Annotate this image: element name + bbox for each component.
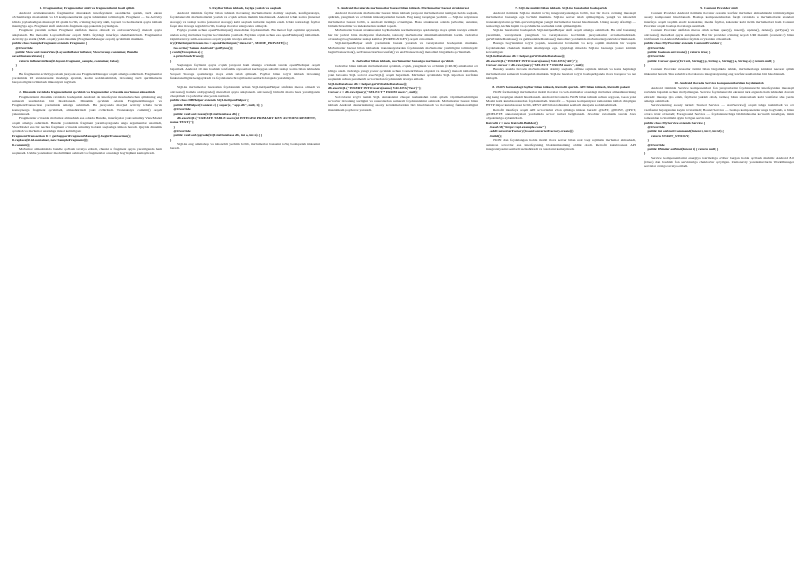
section-heading: 8. JSON formatdagi fayllar bilan ishlash, Retrofit qurish. API bilan ishlash, Retrofit paketi <box>492 85 630 90</box>
paragraph: Service komponentlarini energiya iste'moliga e'tibor bergan holda qo'llash muhim: Android 8.0 (Oreo) dan boshlab fon servislariga cheklovlar qo'yilgan. Zamonaviy yondashuvlarda WorkManager servislar o'rniga tavsiya etiladi. <box>644 155 794 169</box>
paragraph: Content Provider Android tizimida ilovalar orasida xavfsiz ma'lumot almashinishi ta'minlaydigan asosiy komponent hisoblanadi. Boshqa komponentlardan farqli ravishda u ma'lumotlarni standart interfeys orqali taqdim etadi: kontaktlar, media fayllar, kalendar kabi tizim ma'lumotlari ham Content Provider orqali boshqa ilovalarga uzatiladi. <box>644 10 794 28</box>
section-heading: 7. SQLite muhiti bilan ishlash. SQLite bazalarini boshqarish <box>515 6 607 10</box>
code-block: public class MyProvider extends ContentProvider { @Override public boolean onCreate() { return true; } @Override public Cursor query(Uri uri, String[] p, String s, String[] a, String o) { return null; } } <box>644 41 775 68</box>
paragraph: SQLite eng ommabop va ishonchli yechim bo'lib, ma'lumotlar bazasini to'liq boshqarish imkonini beradi. <box>170 141 320 151</box>
text-column-5 <box>644 6 794 559</box>
paragraph: SQLiteOpenHelper sinfi yordamida bazani yaratish va versiyalarini boshqarish mumkin. Ma'lumotlar bazasi bilan ishlashda tranzaksiyalardan foydalanish ma'lumotlar yaxlitligini ta'minlaydi: beginTransaction(), setTransactionSuccessful() va endTransaction() metodlari birgalikda qo'llaniladi. <box>328 41 478 55</box>
paragraph: JSON dan foydalangan holda mobil ilova server bilan real vaqt rejimida ma'lumot almashadi, asinxron so'rovlar esa interfeysning bloklanmasining oldini oladi. Retrofit kutubxonasi API integratsiyasini sezilarli tezlashtiradi va xatolarni kamaytiradi. <box>486 138 636 151</box>
paragraph: Android tizimida SQLite muhiti to'liq integratsiyalashgan bo'lib, har bir ilova o'zining mustaqil ma'lumotlar bazasiga ega bo'lishi mumkin. SQLite server talab qilmaydigan, yengil va ishonchli tranzaktsiyalarni qo'llab-quvvatlaydigan yengil ma'lumotlar bazasi hisoblanadi. Uning asosiy afzalligi — tezkorligi, kichik hajmi va qo'shimcha sozlashni talab qilmasligidir. <box>486 10 636 28</box>
text-column-3 <box>328 6 478 559</box>
text-column-4 <box>486 6 636 559</box>
code-block: SQLiteDatabase db = helper.getWritableDatabase(); db.execSQL("INSERT INTO users(name) VALUES('Ali')"); Cursor cursor = db.rawQuery("SELECT * FROM users", null); <box>486 54 584 68</box>
paragraph: SQLite bazalarini boshqarish SQLiteOpenHelper sinfi orqali amalga oshiriladi. Bu sinf bazaning yaratilishi, versiyalarni yangilash va versiyalararo ko'chirish jarayonlarini avtomatlashtiradi. getWritableDatabase() va getReadableDatabase() metodlari yordamida ma'lumotlarga kirish ta'minlanadi. <box>486 28 636 41</box>
code-block: public class MyService extends Service { @Override public int onStartCommand(Intent i, int f, int id) { return START_STICKY; } @Override public IBinder onBind(Intent i) { return null; } } <box>644 120 724 156</box>
code-block: SQLiteDatabase db = helper.getWritableDatabase(); db.execSQL("INSERT INTO users(name) VALUES('Test')"); Cursor c = db.rawQuery("SELECT * FROM users", null); <box>328 81 422 95</box>
section-heading: 6. Jadvallar bilan ishlash, ma'lumotlar bazasiga ma'lumot qo'shish <box>352 59 454 64</box>
section-heading: 3. Fayllar bilan ishlash, faylga yozish va saqlash <box>208 6 282 10</box>
paragraph: SQLite ma'lumotlar bazasidan foydalanish uchun SQLiteOpenHelper sinfidan meros olinadi va onCreate() hamda onUpgrade() metodlari qayta aniqlanadi. onCreate() birinchi marta baza yaratilganda chaqiriladi va jadvallar shu yerda tuziladi. <box>170 85 320 99</box>
paragraph: Bazaga bog'lanishni to'g'ri yopish, resurslarni bo'shatish va ko'p oqimli muhitda bir vaqtda foydalanishni cheklash muhim ahamiyatga ega. Quyidagi misolda SQLite bazasiga yozuv kiritish ko'rsatilgan: <box>486 41 636 55</box>
text-column-2 <box>170 6 320 559</box>
paragraph: Faylga yozish uchun openFileOutput() metodidan foydalaniladi. Bu metod fayl oqimini qaytaradi, undan so'ng ma'lumot baytlar ko'rinishida yoziladi. Fayldan o'qish uchun esa openFileInput() ishlatiladi. Oqimlarni try-with-resources orqali yopish tavsiya etiladi. <box>170 28 320 41</box>
paragraph: Android tizimida fayllar bilan ishlash ilovaning ma'lumotlarni doimiy saqlash, konfiguratsiya, foydalanuvchi ma'lumotlarini yozish va o'qish uchun muhim hisoblanadi. Android ichki xotira (internal storage) va tashqi xotira (external storage) kabi saqlash turlarini taqdim etadi. Ichki xotiradagi fayllar faqat shu ilovaga tegishli bo'lib, boshqa ilovalar ularga kira olmaydi. <box>170 10 320 28</box>
paragraph: Bu fragmentni activityga ulash jarayoni esa FragmentManager orqali amalga oshiriladi. Fragmentlar yordamida UI strukturasini modulga ajratish, kodni soddalashtirish, ilovaning turli qurilmalarda barqarorligini ta'minlash imkoniyati tug'iladi. <box>12 71 162 85</box>
paragraph: Android tizimida Service komponentlari fon jarayonlarini foydalanuvchi interfeysidan mustaqil ravishda bajarish uchun mo'ljallangan. Service foydalanuvchi ekranni tark etganda ham ishlashni davom ettiradi: musiqa ijro etish, fayllarni yuklab olish, tarmoq bilan sinxronlash kabi vazifalar shu yerda amalga oshiriladi. <box>644 86 794 104</box>
paragraph: Content Provider sinfidan meros olish uchun query(), insert(), update(), delete(), getType() va onCreate() metodlari qayta aniqlanadi. Har bir provider o'zining noyob URI manzili (content://) bilan ta'riflanadi va AndroidManifest faylida ro'yxatdan o'tkaziladi. <box>644 28 794 41</box>
code-block: FragmentTransaction ft = getSupportFragmentManager().beginTransaction(); ft.replace(R.id.container, new SampleFragment()); ft.commit(); <box>12 133 131 147</box>
paragraph: Android ilovalarda ma'lumotlar bazasi bilan ishlash jarayoni ma'lumotlarni tuzilgan holda saqlash, qidirish, yangilash va o'chirish imkoniyatlarini beradi. Eng keng tarqalgan yechim — SQLite relyatsion ma'lumotlar bazasi bo'lib, u Android tizimiga o'rnatilgan. Baza strukturasi odatda jadvallar, ustunlar, birlamchi kalitlar va indekslardan tashkil topadi. <box>328 10 478 28</box>
paragraph: So'rovlarni to'g'ri tuzish SQL sintaksisini chuqur tushunishni talab qiladi. Optimallashtirilgan so'rovlar ilovaning tezligini va resurslardan samarali foydalanishini oshiradi. Ma'lumotlar bazasi bilan ishlash Android dasturlashning asosiy ko'nikmalaridan biri hisoblanadi va ilovaning funksionalligini mustahkam poydevor yaratadi. <box>328 94 478 112</box>
section-heading: 5. Android ilovalarda ma'lumotlar bazasi bilan ishlash. Ma'lumotlar bazasi strukturasi <box>337 6 469 10</box>
paragraph: Bunday usulda ilovada ma'lumotlarni doimiy saqlash, offline rejimda ishlash va katta hajmdagi ma'lumotlarni samarali boshqarish mumkin. SQLite bazalari to'g'ri boshqarilganda ilova barqaror va tez ishlaydi. <box>486 67 636 81</box>
paragraph: Jadvallar bilan ishlash ma'lumotlarni qo'shish, o'qish, yangilash va o'chirish (CRUD) amallarini o'z ichiga oladi. Jadvalga yangi yozuv qo'shish uchun ContentValues obyekti va insert() metodi ishlatiladi, yoki bevosita SQL so'rovi execSQL() orqali bajariladi. Ma'lumot qo'shishda SQL injection xavfidan saqlanish uchun parametrli so'rovlardan foydalanish tavsiya etiladi. <box>328 64 478 82</box>
text-column-1 <box>12 6 162 559</box>
paragraph: Ma'lumotlar bazasi strukturasini loyihalashda normalizatsiya qoidalariga rioya qilish tavsiya etiladi: har bir jadval bitta mohiyatni ifodalashi, takroriy ma'lumotlar minimallashtirilishi lozim. Jadvallar o'rtasidagi bog'lanishlar tashqi kalitlar (FOREIGN KEY) orqali o'rnatiladi. <box>328 28 478 41</box>
paragraph: Saqlangan fayllarni qayta o'qish jarayoni ham shunga o'xshash tarzda openFileInput orqali bajariladi. Android 10 dan boshlab xavfsizlik siyosatlari kuchaygan sababli tashqi xotira bilan ishlashda Scoped Storage qoidalariga rioya etish talab qilinadi. Fayllar bilan to'g'ri ishlash ilovaning funksionalligini kengaytiradi va foydalanuvchi tajribasini sezilarli darajada yaxshilaydi. <box>170 63 320 81</box>
code-block: Retrofit r = new Retrofit.Builder() .baseUrl("https://api.example.com/") .addConverterFactory(GsonConverterFactory.create()) .build(); <box>486 120 574 138</box>
section-heading: 1. Fragmentlar, Fragmentlar sinfi va fragmentlarni hosil qilish <box>39 6 135 10</box>
paragraph: Ma'lumot almashishda bundle qo'llash tavsiya etiladi, chunki u fragment qayta yaratilganda ham saqlanadi. Ushbu yondashuv modullilikni oshiradi va fragmentlar orasidagi bog'liqlikni kamaytiradi. <box>12 146 162 156</box>
section-heading: 10. Android ilovada Service komponentlaridan foydalanish <box>674 81 764 86</box>
code-block: public class DBHelper extends SQLiteOpenHelper { public DBHelper(Context c) { super(c, "app.db", null, 1); } @Override public void onCreate(SQLiteDatabase db) { db.execSQL("CREATE TABLE users(id INTEGER PRIMARY KEY AUTOINCREMENT, name TEXT)"); } @Override public void onUpgrade(SQLiteDatabase db, int o, int n) { } } <box>170 98 316 142</box>
paragraph: Content Provider ruxsatlar tizimi bilan birgalikda ishlab, ma'lumotlarga kirishni nazorat qilish imkonini beradi. Shu sababli u ilovalararo integratsiyaning eng xavfsiz usullaridan biri hisoblanadi. <box>644 67 794 76</box>
paragraph: JSON formatidagi ma'lumotlar mobil ilovalar va veb-xizmatlar orasidagi ma'lumot almashinuvining eng keng tarqalgan shakli hisoblanadi. Android ilovalarda JSON bilan ishlash uchun org.json, Gson yoki Moshi kabi kutubxonalardan foydalaniladi. Retrofit — Square kompaniyasi tomonidan ishlab chiqilgan HTTP mijoz kutubxonasi bo'lib, REST API bilan ishlashni sezilarli darajada soddalashtiradi. <box>486 90 636 108</box>
paragraph: Fragmentlarni dinamik ravishda boshqarish Android da interfeysni moslashuvchan qilishning eng samarali usullaridan biri hisoblanadi. Dinamik qo'shish odatda FragmentManager va FragmentTransaction yordamida amalga oshiriladi. Bu jarayonda mavjud activity ichida bo'sh konteynerga fragment qo'shiladi, almashtiriladi yoki o'chiriladi. Tranzaksiya commit() orqali yakunlanadi. <box>12 94 162 117</box>
section-heading: 9. Content Provider sinfi <box>700 6 738 10</box>
paragraph: Android arxitekturasida fragmentlar murakkab interfeyslarni osonlikcha qurish, turli ekran o'lchamlariga moslashish va UI komponentlarini qayta ishlatishni ta'minlaydi. Fragment — bu Activity ichida joylashadigan mustaqil UI qismi bo'lib, o'zining hayotiy sikli, layouti va hodisalarni qayta ishlash mantig'iga ega. Fragment sinfi androidx.fragment.app paketida joylashgan. <box>12 10 162 28</box>
code-block: public class SampleFragment extends Fragment { @Override public View onCreateView(LayoutInflater inflater, ViewGroup container, Bundle savedInstanceState) { return inflater.inflate(R.layout.fragment_sample, container, false); } } <box>12 41 138 72</box>
paragraph: Retrofit interfeys orqali API so'rovlarini e'lon qilishga imkon beradi: @GET, @POST, @PUT, @DELETE annotatsiyalari yordamida so'rov turlari belgilanadi. Javoblar avtomatik tarzda Java obyektlariga aylantiriladi. <box>486 107 636 121</box>
paragraph: Servicelarning asosiy turlari: Started Service — startService() orqali ishga tushiriladi va o'z vazifasini bajargandan keyin to'xtatiladi; Bound Service — boshqa komponentlar unga bog'lanib, u bilan o'zaro ta'sir o'rnatadi; Foreground Service — foydalanuvchiga bildirishnoma ko'rsatib turadigan, tizim tomonidan to'xtatilishi qiyin bo'lgan servis turi. <box>644 103 794 121</box>
paragraph: Fragment yaratish uchun Fragment sinfidan meros olinadi va onCreateView() metodi qayta aniqlanadi. Bu metodda LayoutInflater orqali XML fayldagi interfeys shakllantiriladi. Fragmentlar Activity ga statik (XML orqali) yoki dinamik (FragmentManager orqali) qo'shilishi mumkin. <box>12 28 162 41</box>
section-heading: 2. Dinamik ravishda fragmentlarni qo'shish va fragmentlar o'rtasida ma'lumot almashish <box>19 89 155 94</box>
paragraph: Fragmentlar o'rtasida ma'lumot almashish esa odatda Bundle, interfeyslar yoki umumiy ViewModel orqali amalga oshiriladi. Bundle yordamida fragment yaratilayotganda unga argumentlar uzatiladi, ViewModel esa bir nechta fragment o'rtasida umumiy holatni saqlashga imkon beradi. Quyida dinamik qo'shish va ma'lumot uzatishga misol keltirilgan: <box>12 116 162 134</box>
code-block: try(FileOutputStream fos = openFileOutput("data.txt", MODE_PRIVATE)) { fos.write("Salom Android".getBytes()); } catch(Exception e) { e.printStackTrace(); } <box>170 41 288 63</box>
